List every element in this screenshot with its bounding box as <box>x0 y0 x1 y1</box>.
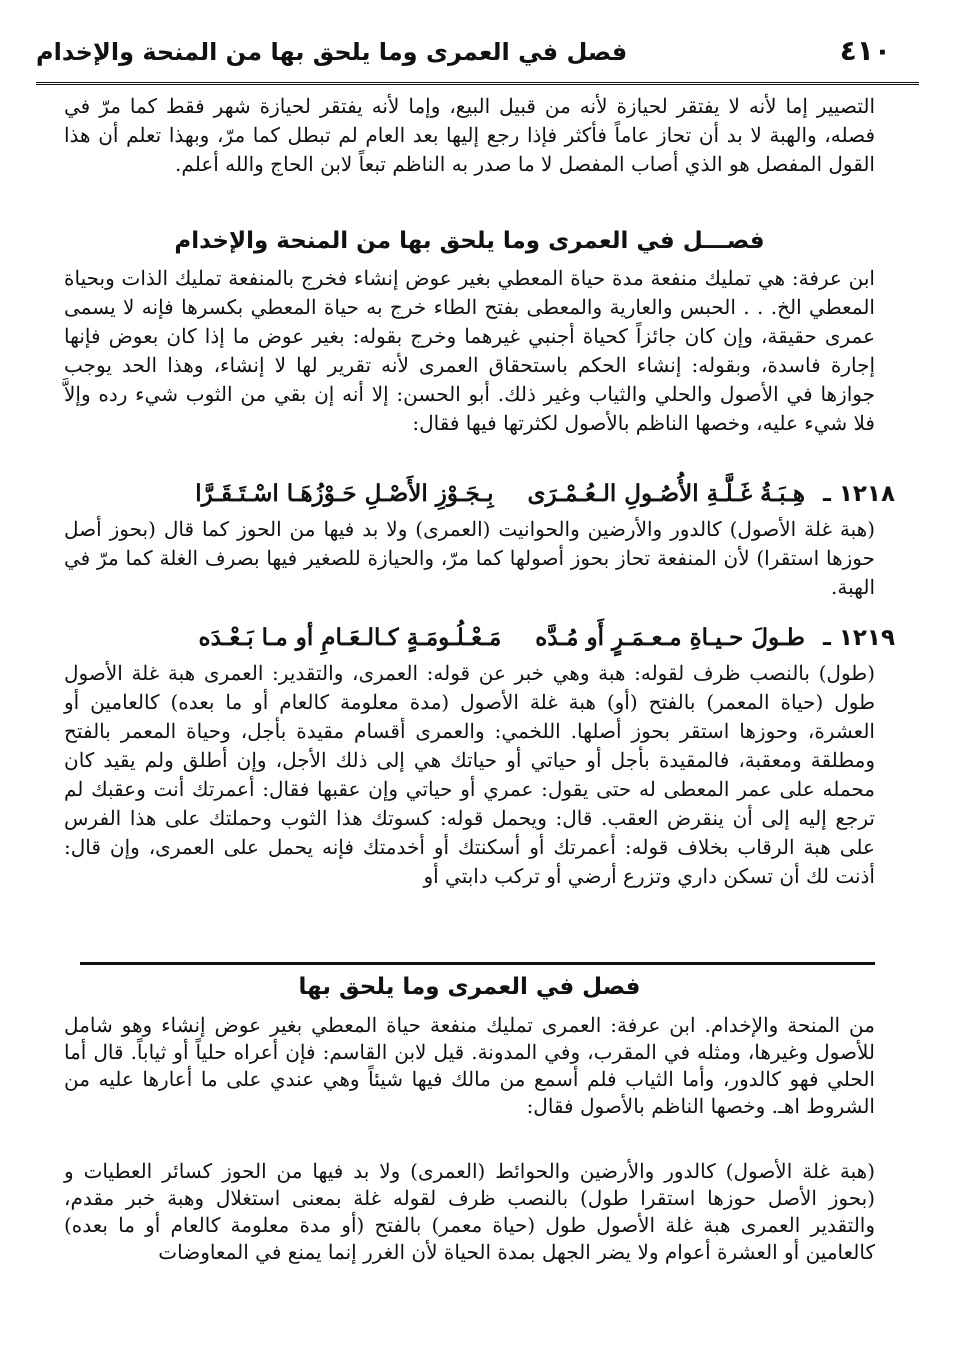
verse-number: ١٢١٩ ـ <box>822 625 895 651</box>
section-2-block <box>64 1012 875 1120</box>
verse-first-hemistich: طـولَ حـيـاةِ مـعـمَـرٍ أَو مُـدَّه <box>535 624 805 651</box>
section-title-2: فصل في العمرى وما يلحق بها <box>298 974 641 1000</box>
commentary-1219-block <box>64 659 875 891</box>
footnote-divider <box>80 962 875 965</box>
commentary-1218-block <box>64 515 875 602</box>
verse-number: ١٢١٨ ـ <box>822 481 895 507</box>
page-number: ٤١٠ <box>839 34 891 67</box>
verse-1219 <box>64 624 895 651</box>
section-2-block-b <box>64 1158 875 1266</box>
section-1-paragraph: ابن عرفة: هي تمليك منفعة مدة حياة المعطي بغير عوض إنشاء فخرج بالمنفعة تمليك الذات وبحياة المعطي الخ. . . الحبس والعارية والمعطى بفتح الطاء خرج به حياة المعطي بكسرها فإنه لا يسمى عمرى حقيقة، وإن كان جائزاً كحياة أجنبي غيرهما وخرج بقوله: بغير عوض ما إذا كان بعوض فإنها إجارة فاسدة، وبقوله: إنشاء الحكم باستحقاق العمرى لأنه تقرير لها لا إنشاء، وهذا الحد يوجب جوازها في الأصول والحلي والثياب وغير ذلك. أبو الحسن: إلا أنه إن بقي من الثوب شيء رده وإلاَّ فلا شيء عليه، وخصها الناظم بالأصول لكثرتها فيها فقال: <box>64 266 875 435</box>
section-title-1: فصـــل في العمرى وما يلحق بها من المنحة والإخدام <box>174 228 765 254</box>
intro-block <box>64 92 875 179</box>
verse-second-hemistich: بِـجَـوْزِ الأَصْـلِ حَـوْزُهَـا اسْـتَـقَـرَّا <box>195 480 494 507</box>
section-2-paragraph-2: (هبة غلة الأصول) كالدور والأرضين والحوائط (العمرى) ولا بد فيها من الحوز كسائر العطيات و (بحوز الأصل حوزها استقرا طول) بالنصب ظرف لقوله غلة بمعنى استغلال وهبة خبر مقدم، والتقدير العمرى هبة غلة الأصول طول (حياة معمر) بالفتح (أو مدة معلومة كالعام أو ما بعده) كالعامين أو العشرة أعوام ولا يضر الجهل بمدة الحياة لأن الغرر إنما يمنع في المعاوضات <box>64 1159 876 1264</box>
commentary-1218: (هبة غلة الأصول) كالدور والأرضين والحوانيت (العمرى) ولا بد فيها من الحوز كما قال (بحوز أصل حوزها استقرا) لأن المنفعة تحاز بحوز أصولها كما مرّ، والحيازة للصغير فيها بصرف الغلة كما مرّ في الهبة. <box>64 517 875 599</box>
verse-second-hemistich: مَـعْـلُـومَـةٍ كـالـعَـامِ أو مـا بَـعْـدَه <box>198 624 502 651</box>
section-2-paragraph-1: من المنحة والإخدام. ابن عرفة: العمرى تمليك منفعة حياة المعطي بغير عوض إنشاء وهو شامل للأصول وغيرها، ومثله في المقرب، وفي المدونة. قيل لابن القاسم: فإن أعراه حلياً أو ثياباً. قال أما الحلي فهو كالدور، وأما الثياب فلم أسمع من مالك فيها شيئاً وهي عندي على ما أعارها عليه من الشروط اهـ. وخصها الناظم بالأصول فقال: <box>64 1013 875 1118</box>
intro-paragraph: التصيير إما لأنه لا يفتقر لحيازة لأنه من قبيل البيع، وإما لأنه يفتقر لحيازة شهر فقط كما مرّ في فصله، والهبة لا بد أن تحاز عاماً فأكثر فإذا رجع إليها بعد العام لم تبطل كما مرّ، وبهذا تعلم أن هذا القول المفصل هو الذي أصاب المفصل لا ما صدر به الناظم تبعاً لابن الحاج والله أعلم. <box>64 94 875 176</box>
verse-1218 <box>64 480 895 507</box>
commentary-1219: (طول) بالنصب ظرف لقوله: هبة وهي خبر عن قوله: العمرى، والتقدير: العمرى هبة غلة الأصول طول (حياة المعمر) بالفتح (أو) هبة غلة الأصول (مدة معلومة كالعام أو ما بعده) كالعامين أو العشرة، وحوزها استقر بحوز أصلها. اللخمي: والعمرى أقسام مقيدة بأجل، وحياة المعمر بالفتح ومطلقة ومعقبة، فالمقيدة بأجل أو حياتي أو حياتك هي إلى ذلك الأجل، وإن أطلق ولم يقيد كان محمله على عمر المعطى له حتى يقول: عمري أو حياتي وإن عقبها فقال: أعمرتك أنت وعقبك لم ترجع إليه إلى أن ينقرض العقب. قال: ويحمل قوله: كسوتك هذا الثوب وحملتك على هذا الفرس على هبة الرقاب بخلاف قوله: أعمرتك أو أسكنتك أو أخدمتك فإنه يحمل على العمرى، وإن قال: أذنت لك أن تسكن داري وتزرع أرضي أو تركب دابتي أو <box>64 661 875 888</box>
page-header <box>36 22 919 85</box>
section-1-block <box>64 264 875 438</box>
verse-first-hemistich: هِـبَـةُ غَـلَّـةِ الأُصُـولِ الـعُـمْـرَى <box>527 480 805 507</box>
running-head: فصل في العمرى وما يلحق بها من المنحة والإخدام <box>36 38 628 66</box>
